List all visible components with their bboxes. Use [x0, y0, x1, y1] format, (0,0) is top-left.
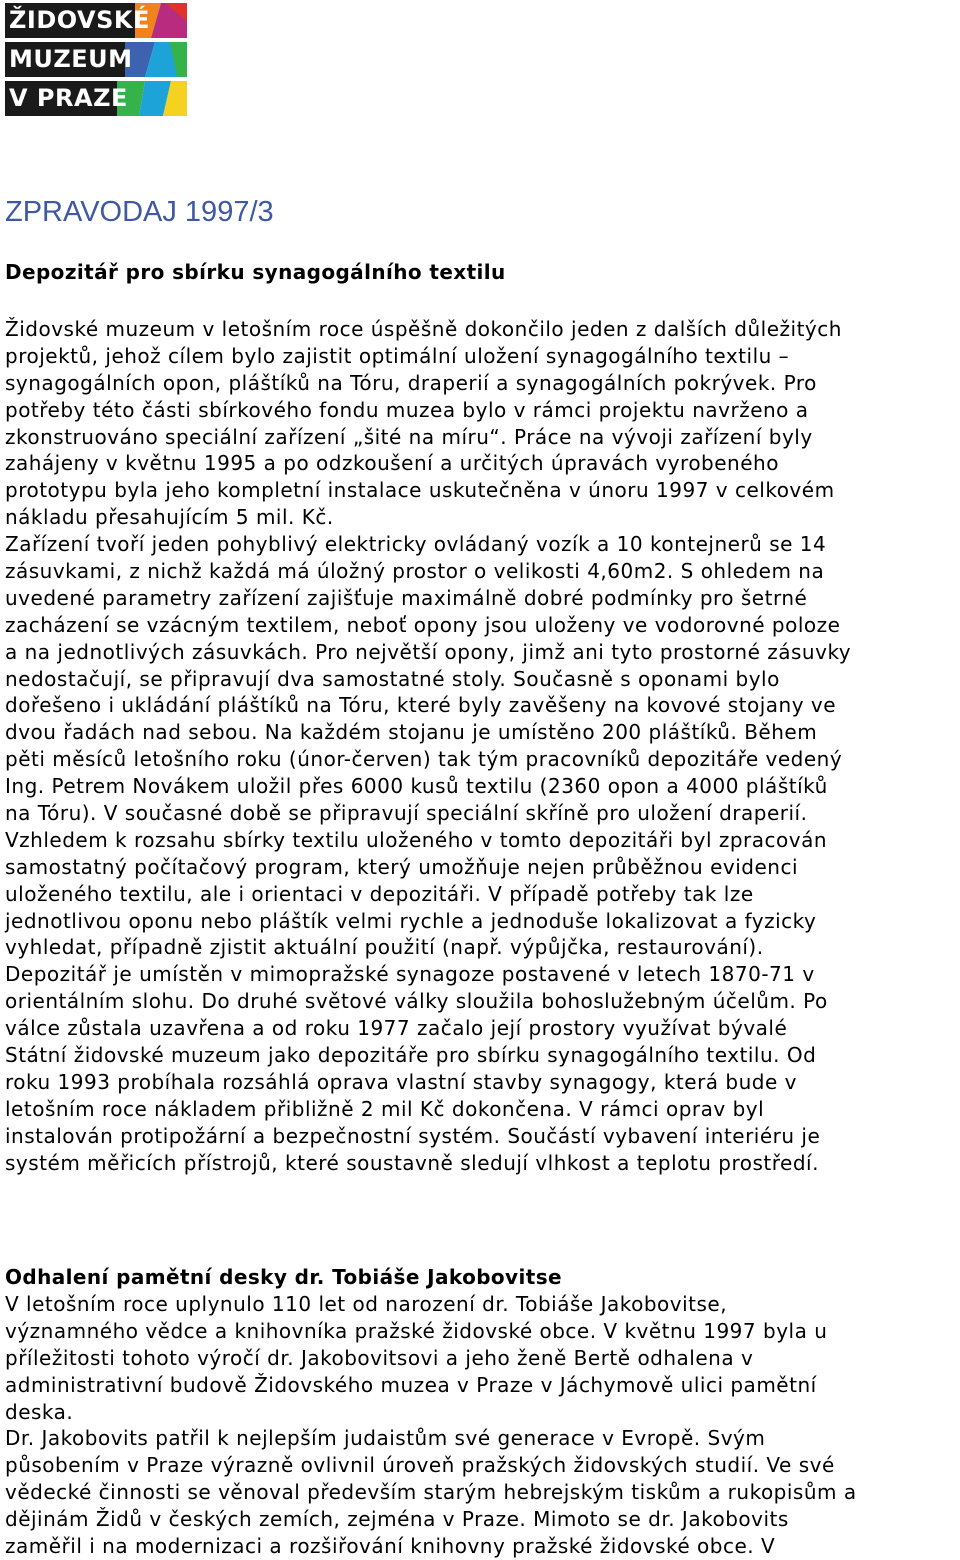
text-line: zaměřil i na modernizaci a rozšiřování knihovny pražské židovské obce. V — [5, 1534, 776, 1559]
document-title: ZPRAVODAJ 1997/3 — [5, 196, 274, 228]
text-line: Vzhledem k rozsahu sbírky textilu uloženého v tomto depozitáři byl zpracován — [5, 827, 828, 852]
text-line: vědecké činnosti se věnoval především starým hebrejským tiskům a rukopisům a — [5, 1480, 857, 1505]
section-1-heading: Depozitář pro sbírku synagogálního textilu — [5, 260, 506, 284]
logo-line-1: ŽIDOVSKÉ — [9, 6, 150, 34]
text-line: uloženého textilu, ale i orientaci v depozitáři. V případě potřeby tak lze — [5, 881, 754, 906]
text-line: administrativní budově Židovského muzea v Praze v Jáchymově ulici pamětní — [5, 1372, 817, 1397]
text-line: významného vědce a knihovníka pražské židovské obce. V květnu 1997 byla u — [5, 1318, 828, 1343]
text-line: zacházení se vzácným textilem, neboť opony jsou uloženy ve vodorovné poloze — [5, 612, 841, 637]
text-line: roku 1993 probíhala rozsáhlá oprava vlastní stavby synagogy, která bude v — [5, 1069, 797, 1094]
text-line: synagogálních opon, pláštíků na Tóru, draperií a synagogálních pokrývek. Pro — [5, 370, 817, 395]
text-line: na Tóru). V současné době se připravují speciální skříně pro uložení draperií. — [5, 801, 808, 826]
text-line: Dr. Jakobovits patřil k nejlepším judaistům své generace v Evropě. Svým — [5, 1426, 766, 1451]
text-line: Depozitář je umístěn v mimopražské synagoze postavené v letech 1870-71 v — [5, 962, 815, 987]
text-line: potřeby této části sbírkového fondu muzea bylo v rámci projektu navrženo a — [5, 397, 809, 422]
text-line: Židovské muzeum v letošním roce úspěšně dokončilo jeden z dalších důležitých — [5, 317, 842, 341]
logo-bar-2 — [5, 42, 187, 77]
text-line: instalován protipožární a bezpečnostní systém. Součástí vybavení interiéru je — [5, 1123, 821, 1148]
text-line: Ing. Petrem Novákem uložil přes 6000 kusů textilu (2360 opon a 4000 pláštíků — [5, 774, 828, 799]
text-line: dějinám Židů v českých zemích, zejména v Praze. Mimoto se dr. Jakobovits — [5, 1507, 789, 1532]
text-line: projektů, jehož cílem bylo zajistit optimální uložení synagogálního textilu – — [5, 343, 790, 368]
text-line: zásuvkami, z nichž každá má úložný prostor o velikosti 4,60m2. S ohledem na — [5, 559, 825, 584]
logo-line-3: V PRAZE — [9, 84, 128, 112]
text-line: nedostačují, se připravují dva samostatné stoly. Současně s oponami bylo — [5, 666, 780, 691]
section-2-heading: Odhalení pamětní desky dr. Tobiáše Jakobovitse — [5, 1265, 562, 1289]
text-line: samostatný počítačový program, který umožňuje nejen průběžnou evidenci — [5, 854, 798, 879]
text-line: orientálním slohu. Do druhé světové války sloužila bohoslužebným účelům. Po — [5, 989, 828, 1014]
text-line: V letošním roce uplynulo 110 let od narození dr. Tobiáše Jakobovitse, — [5, 1292, 728, 1316]
text-line: dořešeno i ukládání pláštíků na Tóru, které byly zavěšeny na kovové stojany ve — [5, 693, 837, 718]
text-line: jednotlivou oponu nebo pláštík velmi rychle a jednoduše lokalizovat a fyzicky — [5, 908, 817, 933]
museum-logo — [5, 3, 187, 115]
text-line: dvou řadách nad sebou. Na každém stojanu je umístěno 200 pláštíků. Během — [5, 720, 818, 745]
text-line: letošním roce nákladem přibližně 2 mil Kč dokončena. V rámci oprav byl — [5, 1096, 765, 1121]
text-line: vyhledat, případně zjistit aktuální použití (např. výpůjčka, restaurování). — [5, 935, 764, 960]
text-line: pěti měsíců letošního roku (únor-červen) tak tým pracovníků depozitáře vedený — [5, 747, 843, 772]
text-line: zahájeny v květnu 1995 a po odzkoušení a určitých úpravách vyrobeného — [5, 451, 779, 476]
logo-bar-3 — [5, 81, 187, 116]
text-line: systém měřicích přístrojů, které soustavně sledují vlhkost a teplotu prostředí. — [5, 1150, 819, 1175]
logo-bar-1 — [5, 3, 187, 38]
text-line: a na jednotlivých zásuvkách. Pro největší opony, jimž ani tyto prostorné zásuvky — [5, 639, 852, 664]
logo-line-2: MUZEUM — [9, 45, 133, 73]
section-2-body — [5, 1291, 960, 1560]
text-line: prototypu byla jeho kompletní instalace uskutečněna v únoru 1997 v celkovém — [5, 478, 835, 503]
section-1-body — [5, 316, 960, 1177]
text-line: působením v Praze výrazně ovlivnil úroveň pražských židovských studií. Ve své — [5, 1453, 835, 1478]
text-line: uvedené parametry zařízení zajišťuje maximálně dobré podmínky pro šetrné — [5, 585, 808, 610]
text-line: deska. — [5, 1399, 74, 1424]
text-line: zkonstruováno speciální zařízení „šité na míru“. Práce na vývoji zařízení byly — [5, 424, 813, 449]
text-line: válce zůstala uzavřena a od roku 1977 začalo její prostory využívat bývalé — [5, 1016, 788, 1041]
text-line: Zařízení tvoří jeden pohyblivý elektricky ovládaný vozík a 10 kontejnerů se 14 — [5, 532, 827, 557]
text-line: nákladu přesahujícím 5 mil. Kč. — [5, 505, 334, 530]
text-line: příležitosti tohoto výročí dr. Jakobovitsovi a jeho ženě Bertě odhalena v — [5, 1345, 754, 1370]
text-line: Státní židovské muzeum jako depozitáře pro sbírku synagogálního textilu. Od — [5, 1043, 817, 1068]
